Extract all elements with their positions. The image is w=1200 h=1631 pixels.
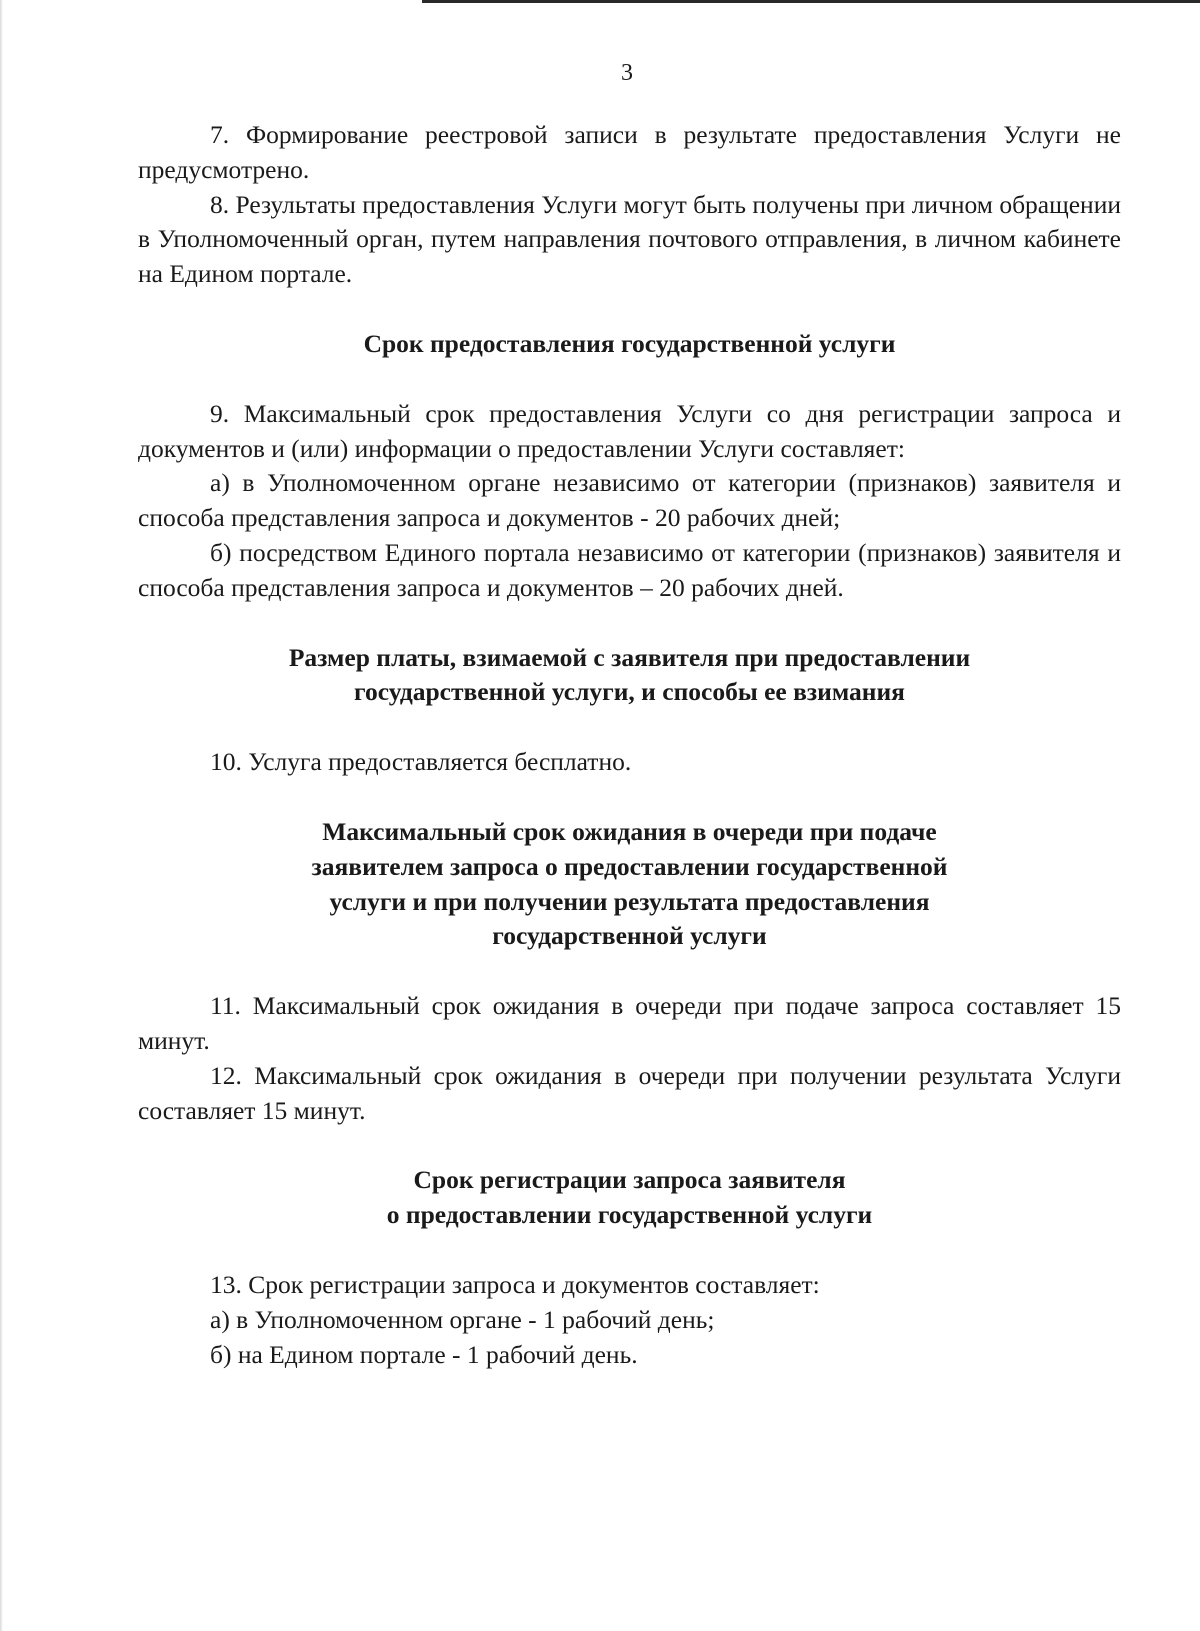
- paragraph-13: 13. Срок регистрации запроса и документов составляет:: [210, 1269, 820, 1299]
- paragraph-13b: б) на Едином портале - 1 рабочий день.: [210, 1339, 638, 1369]
- document-body: [138, 118, 1121, 1372]
- heading-line: услуги и при получении результата предоставления: [329, 886, 930, 916]
- heading-line: государственной услуги: [492, 921, 767, 951]
- heading-line: Размер платы, взимаемой с заявителя при предоставлении: [288, 642, 971, 672]
- paragraph-12: 12. Максимальный срок ожидания в очереди при получении результата Услуги составляет 15 минут.: [138, 1060, 1121, 1125]
- heading-line: Максимальный срок ожидания в очереди при подаче: [322, 816, 937, 846]
- heading-line: заявителем запроса о предоставлении государственной: [311, 851, 948, 881]
- left-scan-edge: [0, 0, 3, 1631]
- section-heading-fee: [138, 641, 1121, 711]
- paragraph-7: 7. Формирование реестровой записи в результате предоставления Услуги не предусмотрено.: [138, 120, 1121, 184]
- paragraph-9b: б) посредством Единого портала независимо от категории (признаков) заявителя и способа представления запроса и документов – 20 рабочих дней.: [138, 537, 1121, 602]
- heading-line: о предоставлении государственной услуги: [386, 1200, 873, 1230]
- paragraph-11: 11. Максимальный срок ожидания в очереди при подаче запроса составляет 15 минут.: [138, 991, 1121, 1055]
- heading-line: Срок предоставления государственной услуги: [363, 328, 896, 358]
- page-number: 3: [621, 60, 633, 86]
- paragraph-13a: а) в Уполномоченном органе - 1 рабочий день;: [210, 1304, 715, 1334]
- paragraph-10: 10. Услуга предоставляется бесплатно.: [210, 747, 632, 777]
- paragraph-8: 8. Результаты предоставления Услуги могут быть получены при личном обращении в Уполномоченный орган, путем направления почтового отправления, в личном кабинете на Едином портале.: [138, 189, 1121, 289]
- paragraph-9: 9. Максимальный срок предоставления Услуги со дня регистрации запроса и документов и (или) информации о предоставлении Услуги составляет:: [138, 398, 1121, 463]
- paragraph-9a: а) в Уполномоченном органе независимо от категории (признаков) заявителя и способа представления запроса и документов - 20 рабочих дней;: [138, 468, 1121, 533]
- section-heading-queue: [138, 815, 1121, 954]
- heading-line: государственной услуги, и способы ее взимания: [354, 677, 905, 707]
- section-heading-registration: [138, 1163, 1121, 1233]
- heading-line: Срок регистрации запроса заявителя: [413, 1165, 846, 1195]
- top-scan-rule: [422, 0, 1200, 3]
- section-heading-term: [138, 327, 1121, 362]
